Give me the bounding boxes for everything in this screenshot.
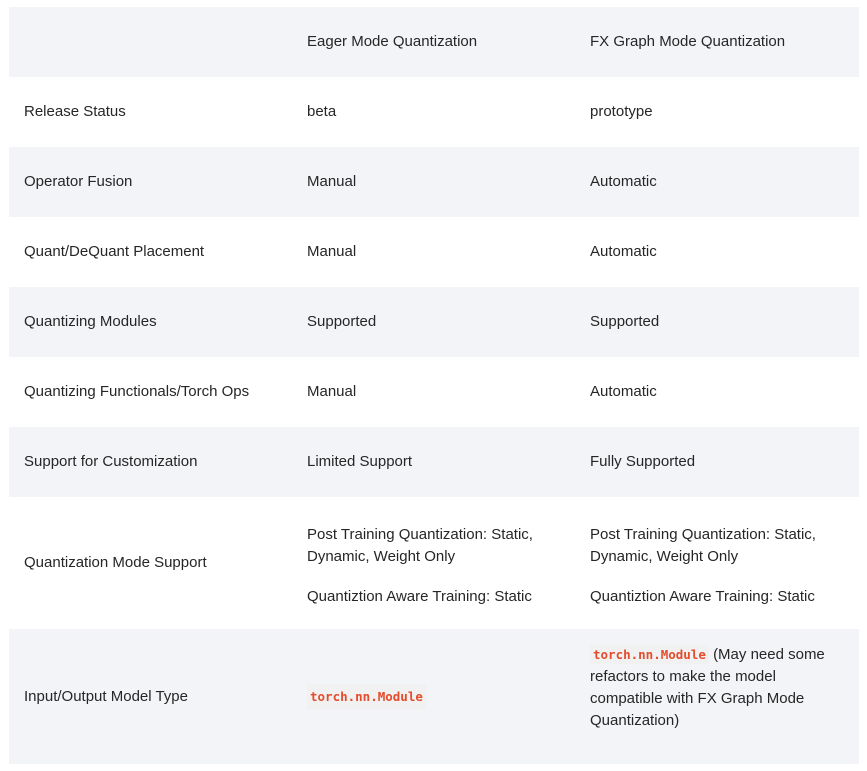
row-fx-value: Fully Supported	[590, 453, 696, 470]
row-eager-value	[292, 497, 575, 629]
fx-io-note: (May need some refactors to make the model compatible with FX Graph Mode Quantization)	[590, 646, 825, 729]
row-fx-value: Automatic	[590, 383, 657, 400]
table-row	[9, 217, 859, 287]
row-fx-value: Supported	[590, 313, 660, 330]
table-row-io-model-type	[9, 629, 859, 764]
eager-code-torch-nn-module: torch.nn.Module	[307, 684, 426, 710]
table-header-row	[9, 7, 859, 77]
header-eager-mode: Eager Mode Quantization	[307, 33, 478, 50]
comparison-table	[9, 7, 859, 764]
row-fx-value: prototype	[590, 103, 653, 120]
row-feature-label: Quantizing Functionals/Torch Ops	[24, 383, 250, 400]
row-eager-value	[292, 629, 575, 764]
row-eager-value: Manual	[307, 173, 357, 190]
fx-qat-text: Quantiztion Aware Training: Static	[590, 587, 815, 605]
table-row	[9, 357, 859, 427]
row-feature-label: Release Status	[24, 103, 126, 120]
table-row	[9, 147, 859, 217]
table-row-quantization-mode	[9, 497, 859, 629]
fx-ptq-text: Post Training Quantization: Static, Dynamic, Weight Only	[590, 525, 816, 565]
header-fx-graph-mode: FX Graph Mode Quantization	[590, 33, 786, 50]
row-eager-value: Manual	[307, 383, 357, 400]
row-fx-value: Automatic	[590, 173, 657, 190]
eager-qat-text: Quantiztion Aware Training: Static	[307, 587, 532, 605]
row-feature-label: Quantization Mode Support	[24, 554, 207, 571]
row-feature-label: Input/Output Model Type	[24, 687, 188, 705]
table-row	[9, 287, 859, 357]
row-feature-label: Quantizing Modules	[24, 313, 157, 330]
row-fx-value: Automatic	[590, 243, 657, 260]
row-feature-label: Quant/DeQuant Placement	[24, 243, 205, 260]
table-row	[9, 427, 859, 497]
eager-ptq-text: Post Training Quantization: Static, Dynamic, Weight Only	[307, 525, 533, 565]
table-row	[9, 77, 859, 147]
fx-code-torch-nn-module: torch.nn.Module	[590, 645, 709, 664]
row-fx-value	[575, 629, 859, 764]
row-fx-value	[575, 497, 859, 629]
row-eager-value: Manual	[307, 243, 357, 260]
row-eager-value: Limited Support	[307, 453, 413, 470]
row-feature-label: Support for Customization	[24, 453, 198, 470]
row-eager-value: beta	[307, 103, 337, 120]
row-feature-label: Operator Fusion	[24, 173, 133, 190]
row-eager-value: Supported	[307, 313, 377, 330]
